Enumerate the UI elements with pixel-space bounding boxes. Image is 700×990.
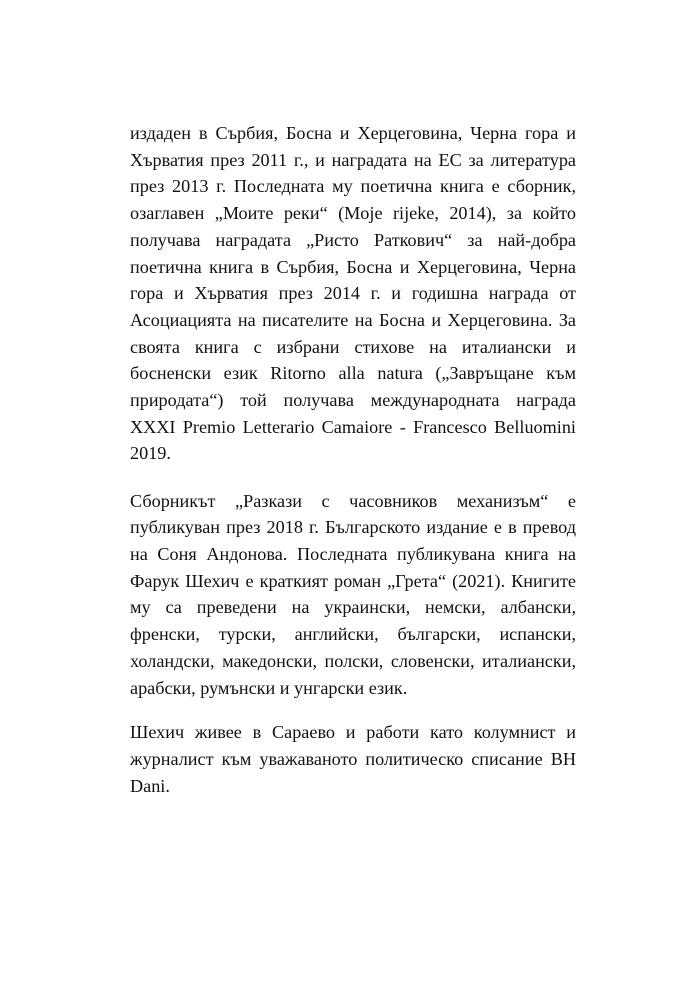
paragraph-translations: Сборникът „Разкази с часовников механизъм“ е публикуван през 2018 г. Българското издание е в превод на Соня Андонова. Последната публикувана книга на Фарук Шехич е краткият роман „Грета“ (2021). Книгите му са преведени на украински, немски, албански, френски, турски, английски, български, испански, холандски, македонски, полски, словенски, италиански, арабски, румънски и унгарски език. [130,490,576,698]
paragraph-author-awards: издаден в Сърбия, Босна и Херцеговина, Черна гора и Хърватия през 2011 г., и наградата на ЕС за литература през 2013 г. Последната му поетична книга е сборник, озаглавен „Моите реки“ (Moje rijeke, 2014), за който получава наградата „Ристо Раткович“ за най-добра поетична книга в Сърбия, Босна и Херцеговина, Черна гора и Хърватия през 2014 г. и годишна награда от Асоциацията на писателите на Босна и Херцеговина. За своята книга с избрани стихове на италиански и босненски език Ritorno alla natura („Завръщане към природата“) той получава международната награда XXXI Premio Letterario Camaiore - Francesco Belluomini 2019. [130,123,576,464]
page-body [130,120,576,799]
paragraph-residence: Шехич живее в Сараево и работи като колумнист и журналист към уважаваното политическо списание BH Dani. [130,722,576,796]
